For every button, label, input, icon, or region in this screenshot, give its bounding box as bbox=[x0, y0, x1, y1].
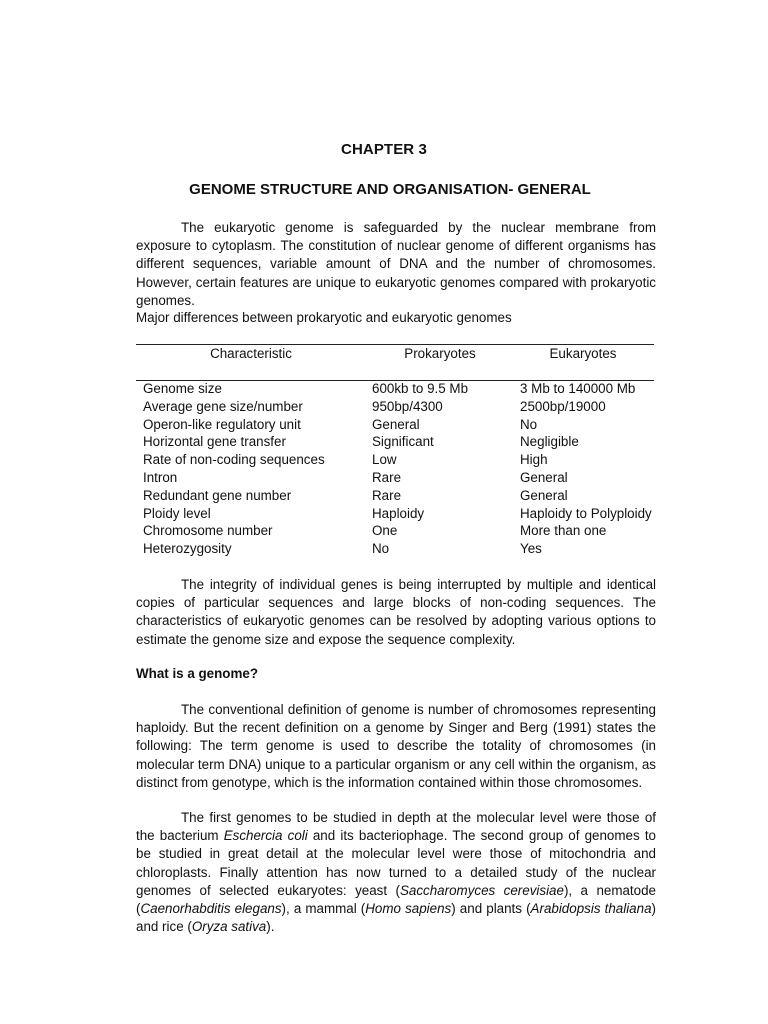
species-name: Arabidopsis thaliana bbox=[530, 901, 652, 917]
table-row bbox=[143, 505, 663, 523]
table-cell: One bbox=[372, 523, 398, 539]
intro-paragraph bbox=[136, 219, 656, 310]
table-cell: General bbox=[520, 487, 568, 503]
table-row bbox=[143, 540, 663, 558]
table-cell: Intron bbox=[143, 469, 178, 485]
table-cell: Haploidy to Polyploidy bbox=[520, 505, 652, 521]
table-row bbox=[143, 469, 663, 487]
history-text: ), a mammal ( bbox=[281, 901, 366, 917]
table-cell: No bbox=[372, 541, 390, 557]
table-cell: More than one bbox=[520, 523, 607, 539]
table-cell: General bbox=[372, 416, 420, 432]
table-caption: Major differences between prokaryotic and eukaryotic genomes bbox=[136, 310, 512, 325]
table-row bbox=[143, 433, 663, 451]
table-cell: 2500bp/19000 bbox=[520, 398, 606, 414]
table-cell: 3 Mb to 140000 Mb bbox=[520, 381, 636, 396]
table-cell: Negligible bbox=[520, 434, 579, 450]
table-row bbox=[143, 398, 663, 416]
species-name: Eschercia coli bbox=[223, 828, 308, 844]
table-top-rule bbox=[136, 344, 654, 345]
table-row bbox=[143, 451, 663, 469]
table-row bbox=[143, 416, 663, 434]
table-header-characteristic: Characteristic bbox=[210, 346, 292, 361]
table-cell: Yes bbox=[520, 541, 542, 557]
table-cell: 950bp/4300 bbox=[372, 398, 443, 414]
table-row bbox=[143, 522, 663, 540]
table-cell: 600kb to 9.5 Mb bbox=[372, 381, 469, 396]
definition-text: The conventional definition of genome is number of chromosomes representing haploidy. But the recent definition on a genome by Singer and Berg (1991) states the following: The term genome is used to describe the totality of chromosomes (in molecular term DNA) unique to a particular organism or any cell within the organism, as distinct from genotype, which is the information contained within those chromosomes. bbox=[136, 702, 656, 790]
integrity-text: The integrity of individual genes is being interrupted by multiple and identical copies of particular sequences and large blocks of non-coding sequences. The characteristics of eukaryotic genomes can be resolved by adopting various options to estimate the genome size and expose the sequence complexity. bbox=[136, 577, 656, 647]
history-text: ). bbox=[266, 919, 275, 935]
table-cell: Average gene size/number bbox=[143, 398, 303, 414]
table-cell: General bbox=[520, 469, 568, 485]
table-cell: Horizontal gene transfer bbox=[143, 434, 286, 450]
table-cell: Rare bbox=[372, 469, 402, 485]
table-cell: Operon-like regulatory unit bbox=[143, 416, 301, 432]
table-row bbox=[143, 487, 663, 505]
comparison-table-body bbox=[143, 380, 663, 558]
table-cell: No bbox=[520, 416, 538, 432]
history-text: The first genomes to be studied in depth at the molecular level were those of the bacterium bbox=[136, 810, 656, 844]
table-header-prokaryotes: Prokaryotes bbox=[404, 346, 476, 361]
table-cell: Redundant gene number bbox=[143, 487, 292, 503]
table-cell: Rate of non-coding sequences bbox=[143, 452, 325, 468]
section-heading: What is a genome? bbox=[136, 666, 259, 681]
table-header-eukaryotes: Eukaryotes bbox=[549, 346, 617, 361]
integrity-paragraph bbox=[136, 576, 656, 649]
table-cell: Chromosome number bbox=[143, 523, 273, 539]
table-cell: High bbox=[520, 452, 548, 468]
history-paragraph bbox=[136, 809, 656, 936]
table-cell: Low bbox=[372, 452, 397, 468]
table-cell: Significant bbox=[372, 434, 434, 450]
table-cell: Rare bbox=[372, 487, 402, 503]
species-name: Homo sapiens bbox=[365, 901, 452, 917]
table-cell: Heterozygosity bbox=[143, 541, 232, 557]
intro-text: The eukaryotic genome is safeguarded by the nuclear membrane from exposure to cytoplasm. The constitution of nuclear genome of different organisms has different sequences, variable amount of DNA and the number of chromosomes. However, certain features are unique to eukaryotic genomes compared with prokaryotic genomes. bbox=[136, 220, 656, 308]
table-row bbox=[143, 380, 663, 398]
history-text: and its bacteriophage. The second group of genomes to be studied in great detail at the molecular level were those of mitochondria and chloroplasts. Finally attention has now turned to a detailed study of the nuclear genomes of selected eukaryotes: yeast ( bbox=[136, 828, 656, 898]
history-text: ) and plants ( bbox=[451, 901, 531, 917]
history-text: ), a nematode ( bbox=[136, 882, 656, 917]
page-title: GENOME STRUCTURE AND ORGANISATION- GENERAL bbox=[189, 181, 591, 198]
history-text: ) and rice ( bbox=[136, 901, 656, 935]
chapter-heading: CHAPTER 3 bbox=[341, 141, 427, 158]
table-cell: Haploidy bbox=[372, 505, 425, 521]
species-name: Saccharomyces cerevisiae bbox=[399, 882, 564, 898]
table-cell: Genome size bbox=[143, 381, 222, 396]
species-name: Oryza sativa bbox=[191, 919, 267, 935]
species-name: Caenorhabditis elegans bbox=[140, 901, 282, 917]
table-cell: Ploidy level bbox=[143, 505, 211, 521]
definition-paragraph bbox=[136, 701, 656, 792]
